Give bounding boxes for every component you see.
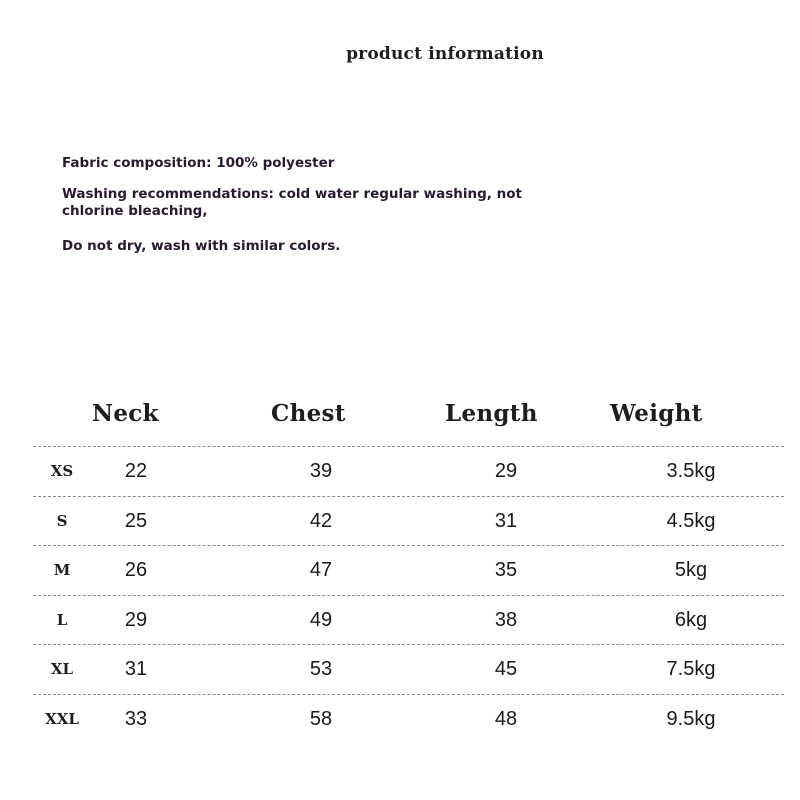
length-value: 29 — [494, 460, 518, 482]
table-divider — [33, 595, 784, 596]
header-weight: Weight — [610, 400, 703, 427]
size-label: L — [56, 611, 68, 629]
weight-value: 3.5kg — [666, 460, 716, 482]
table-row — [0, 498, 800, 544]
length-value: 35 — [494, 559, 518, 581]
length-value: 48 — [494, 708, 518, 730]
fabric-composition-text: Fabric composition: 100% polyester — [62, 155, 335, 171]
table-divider — [33, 446, 784, 447]
header-length: Length — [445, 400, 538, 427]
weight-value: 9.5kg — [666, 708, 716, 730]
table-row — [0, 646, 800, 692]
chest-value: 49 — [309, 609, 333, 631]
table-row — [0, 597, 800, 643]
weight-value: 5kg — [674, 559, 708, 581]
header-chest: Chest — [271, 400, 346, 427]
table-divider — [33, 644, 784, 645]
weight-value: 6kg — [674, 609, 708, 631]
table-row — [0, 448, 800, 494]
neck-value: 25 — [124, 510, 148, 532]
weight-value: 7.5kg — [666, 658, 716, 680]
drying-instructions-text: Do not dry, wash with similar colors. — [62, 238, 341, 254]
neck-value: 29 — [124, 609, 148, 631]
size-label: S — [56, 512, 68, 530]
length-value: 45 — [494, 658, 518, 680]
washing-recommendations-text: Washing recommendations: cold water regular washing, not chlorine bleaching, — [62, 186, 522, 219]
header-neck: Neck — [92, 400, 159, 427]
chest-value: 42 — [309, 510, 333, 532]
table-divider — [33, 545, 784, 546]
length-value: 38 — [494, 609, 518, 631]
product-info-block — [62, 155, 532, 269]
page-title: product information — [346, 44, 544, 64]
length-value: 31 — [494, 510, 518, 532]
neck-value: 22 — [124, 460, 148, 482]
size-label: XS — [50, 462, 74, 480]
table-divider — [33, 496, 784, 497]
size-label: XXL — [45, 710, 79, 728]
chest-value: 58 — [309, 708, 333, 730]
neck-value: 26 — [124, 559, 148, 581]
size-label: XL — [50, 660, 74, 678]
table-row — [0, 696, 800, 742]
table-divider — [33, 694, 784, 695]
chest-value: 47 — [309, 559, 333, 581]
chest-value: 53 — [309, 658, 333, 680]
table-row — [0, 547, 800, 593]
chest-value: 39 — [309, 460, 333, 482]
neck-value: 33 — [124, 708, 148, 730]
weight-value: 4.5kg — [666, 510, 716, 532]
neck-value: 31 — [124, 658, 148, 680]
size-label: M — [53, 561, 71, 579]
